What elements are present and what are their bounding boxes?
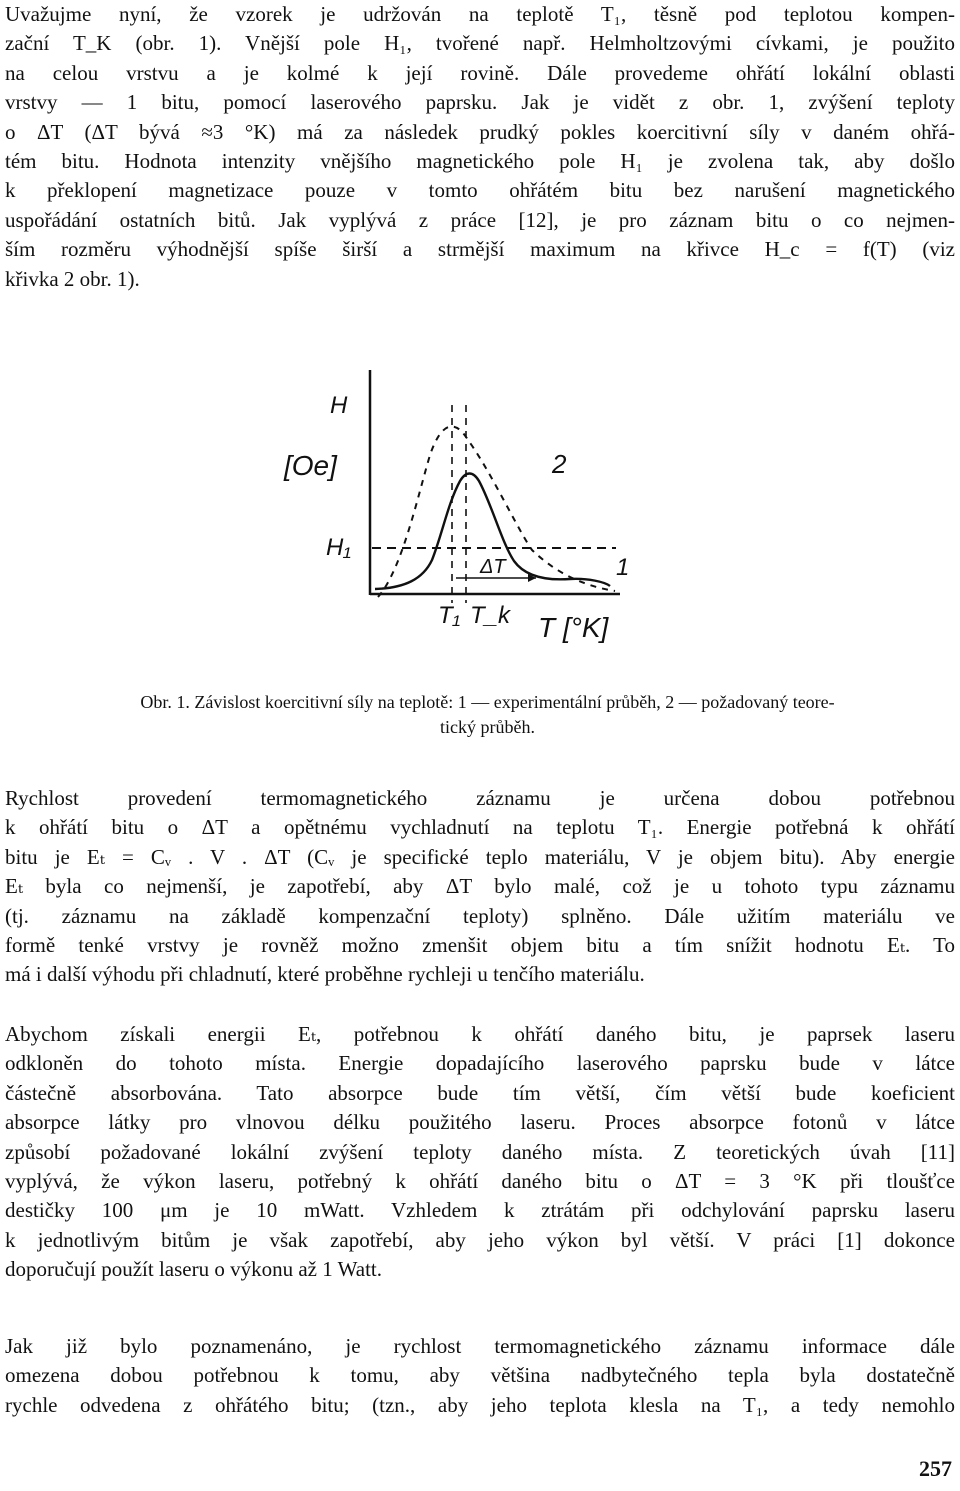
text-line: formě tenké vrstvy je rovněž možno zmenšit objem bitu a tím snížit hodnotu Eₜ. To [5,933,955,958]
text-line: vrstvy — 1 bitu, pomocí laserového paprsku. Jak je vidět z obr. 1, zvýšení teploty [5,90,955,115]
text-line: na celou vrstvu a je kolmé k její rovině. Dále provedeme ohřátí lokální oblasti [5,60,955,85]
text-line: uspořádání ostatních bitů. Jak vyplývá z práce [12], je pro záznam bitu o co nejmen- [5,207,955,232]
delta-t-label: ΔT [480,556,506,578]
text-line: Eₜ byla co nejmenší, je zapotřebí, aby ΔT bylo malé, což je u tohoto typu záznamu [5,874,955,899]
page-number: 257 [919,1456,952,1481]
text-line: Rychlost provedení termomagnetického záznamu je určena dobou potřebnou [5,786,955,810]
text-line: má i další výhodu při chladnutí, které proběhne rychleji u tenčího materiálu. [5,962,645,987]
t1-label: T₁ [438,602,461,629]
text-line: částečně absorbována. Tato absorpce bude tím větší, čím větší bude koeficient [5,1080,955,1105]
text-line: destičky 100 μm je 10 mWatt. Vzhledem k ztrátám při odchylování paprsku laseru [5,1198,955,1223]
text-line: k překlopení magnetizace pouze v tomto ohřátém bitu bez narušení magnetického [5,178,955,203]
caption-line: Obr. 1. Závislost koercitivní síly na teplotě: 1 — experimentální průběh, 2 — požadovaný teore- [140,692,835,712]
text-line: absorpce látky pro vlnovou délku použitého laseru. Proces absorpce fotonů v látce [5,1110,955,1135]
x-label: T [°K] [538,612,609,643]
text-line: Jak již bylo poznamenáno, je rychlost termomagnetického záznamu informace dále [5,1334,955,1358]
paragraph-3 [5,1020,955,1285]
text-line: křivka 2 obr. 1). [5,266,140,291]
text-line: k jednotlivým bitům je však zapotřebí, aby jeho výkon byl větší. V práci [1] dokonce [5,1227,955,1252]
y-label-unit: [Oe] [284,450,337,481]
text-line: odkloněn do tohoto místa. Energie dopadajícího laserového paprsku bude v látce [5,1051,955,1076]
paragraph-4 [5,1332,955,1420]
text-line: způsobí požadované lokální zvýšení teploty daného místa. Z teoretických úvah [11] [5,1139,955,1164]
curve-2-label: 2 [552,449,567,479]
text-line: omezena dobou potřebnou k tomu, aby většina nadbytečného tepla byla dostatečně [5,1363,955,1388]
text-line: doporučují použít laseru o výkonu až 1 Watt. [5,1257,383,1282]
coercivity-diagram [270,365,690,665]
text-line: ším rozměru výhodnější spíše širší a strmější maximum na křivce H_c = f(T) (viz [5,237,955,262]
h1-label: H₁ [326,534,351,561]
text-line: k ohřátí bitu o ΔT a opětnému vychladnutí na teplotu T₁. Energie potřebná k ohřátí [5,815,955,840]
paragraph-2 [5,784,955,990]
text-line: rychle odvedena z ohřátého bitu; (tzn., aby jeho teplota klesla na T₁, a tedy nemohlo [5,1392,955,1417]
text-line: vyplývá, že výkon laseru, potřebný k ohřátí daného bitu o ΔT = 3 °K při tloušťce [5,1169,955,1194]
text-line: tém bitu. Hodnota intenzity vnějšího magnetického pole H₁ je zvolena tak, aby došlo [5,149,955,174]
text-line: (tj. záznamu na základě kompenzační teploty) splněno. Dále užitím materiálu ve [5,903,955,928]
text-line: Uvažujme nyní, že vzorek je udržován na teplotě T₁, těsně pod teplotou kompen- [5,2,955,26]
text-line: zační T_K (obr. 1). Vnější pole H₁, tvořené např. Helmholtzovými cívkami, je použito [5,31,955,56]
text-line: Abychom získali energii Eₜ, potřebnou k ohřátí daného bitu, je paprsek laseru [5,1022,955,1046]
text-line: o ΔT (ΔT bývá ≈3 °K) má za následek prudký pokles koercitivní síly v daném ohřá- [5,119,955,144]
figure-1 [270,365,690,665]
figure-caption [20,690,955,740]
tk-label: T_k [470,602,511,629]
text-line: bitu je Eₜ = Cᵥ . V . ΔT (Cᵥ je specifické teplo materiálu, V je objem bitu). Aby energie [5,844,955,869]
caption-line: tický průběh. [440,717,535,737]
y-label-symbol: H [330,392,348,419]
paragraph-1 [5,0,955,294]
curve-1-label: 1 [616,554,630,581]
